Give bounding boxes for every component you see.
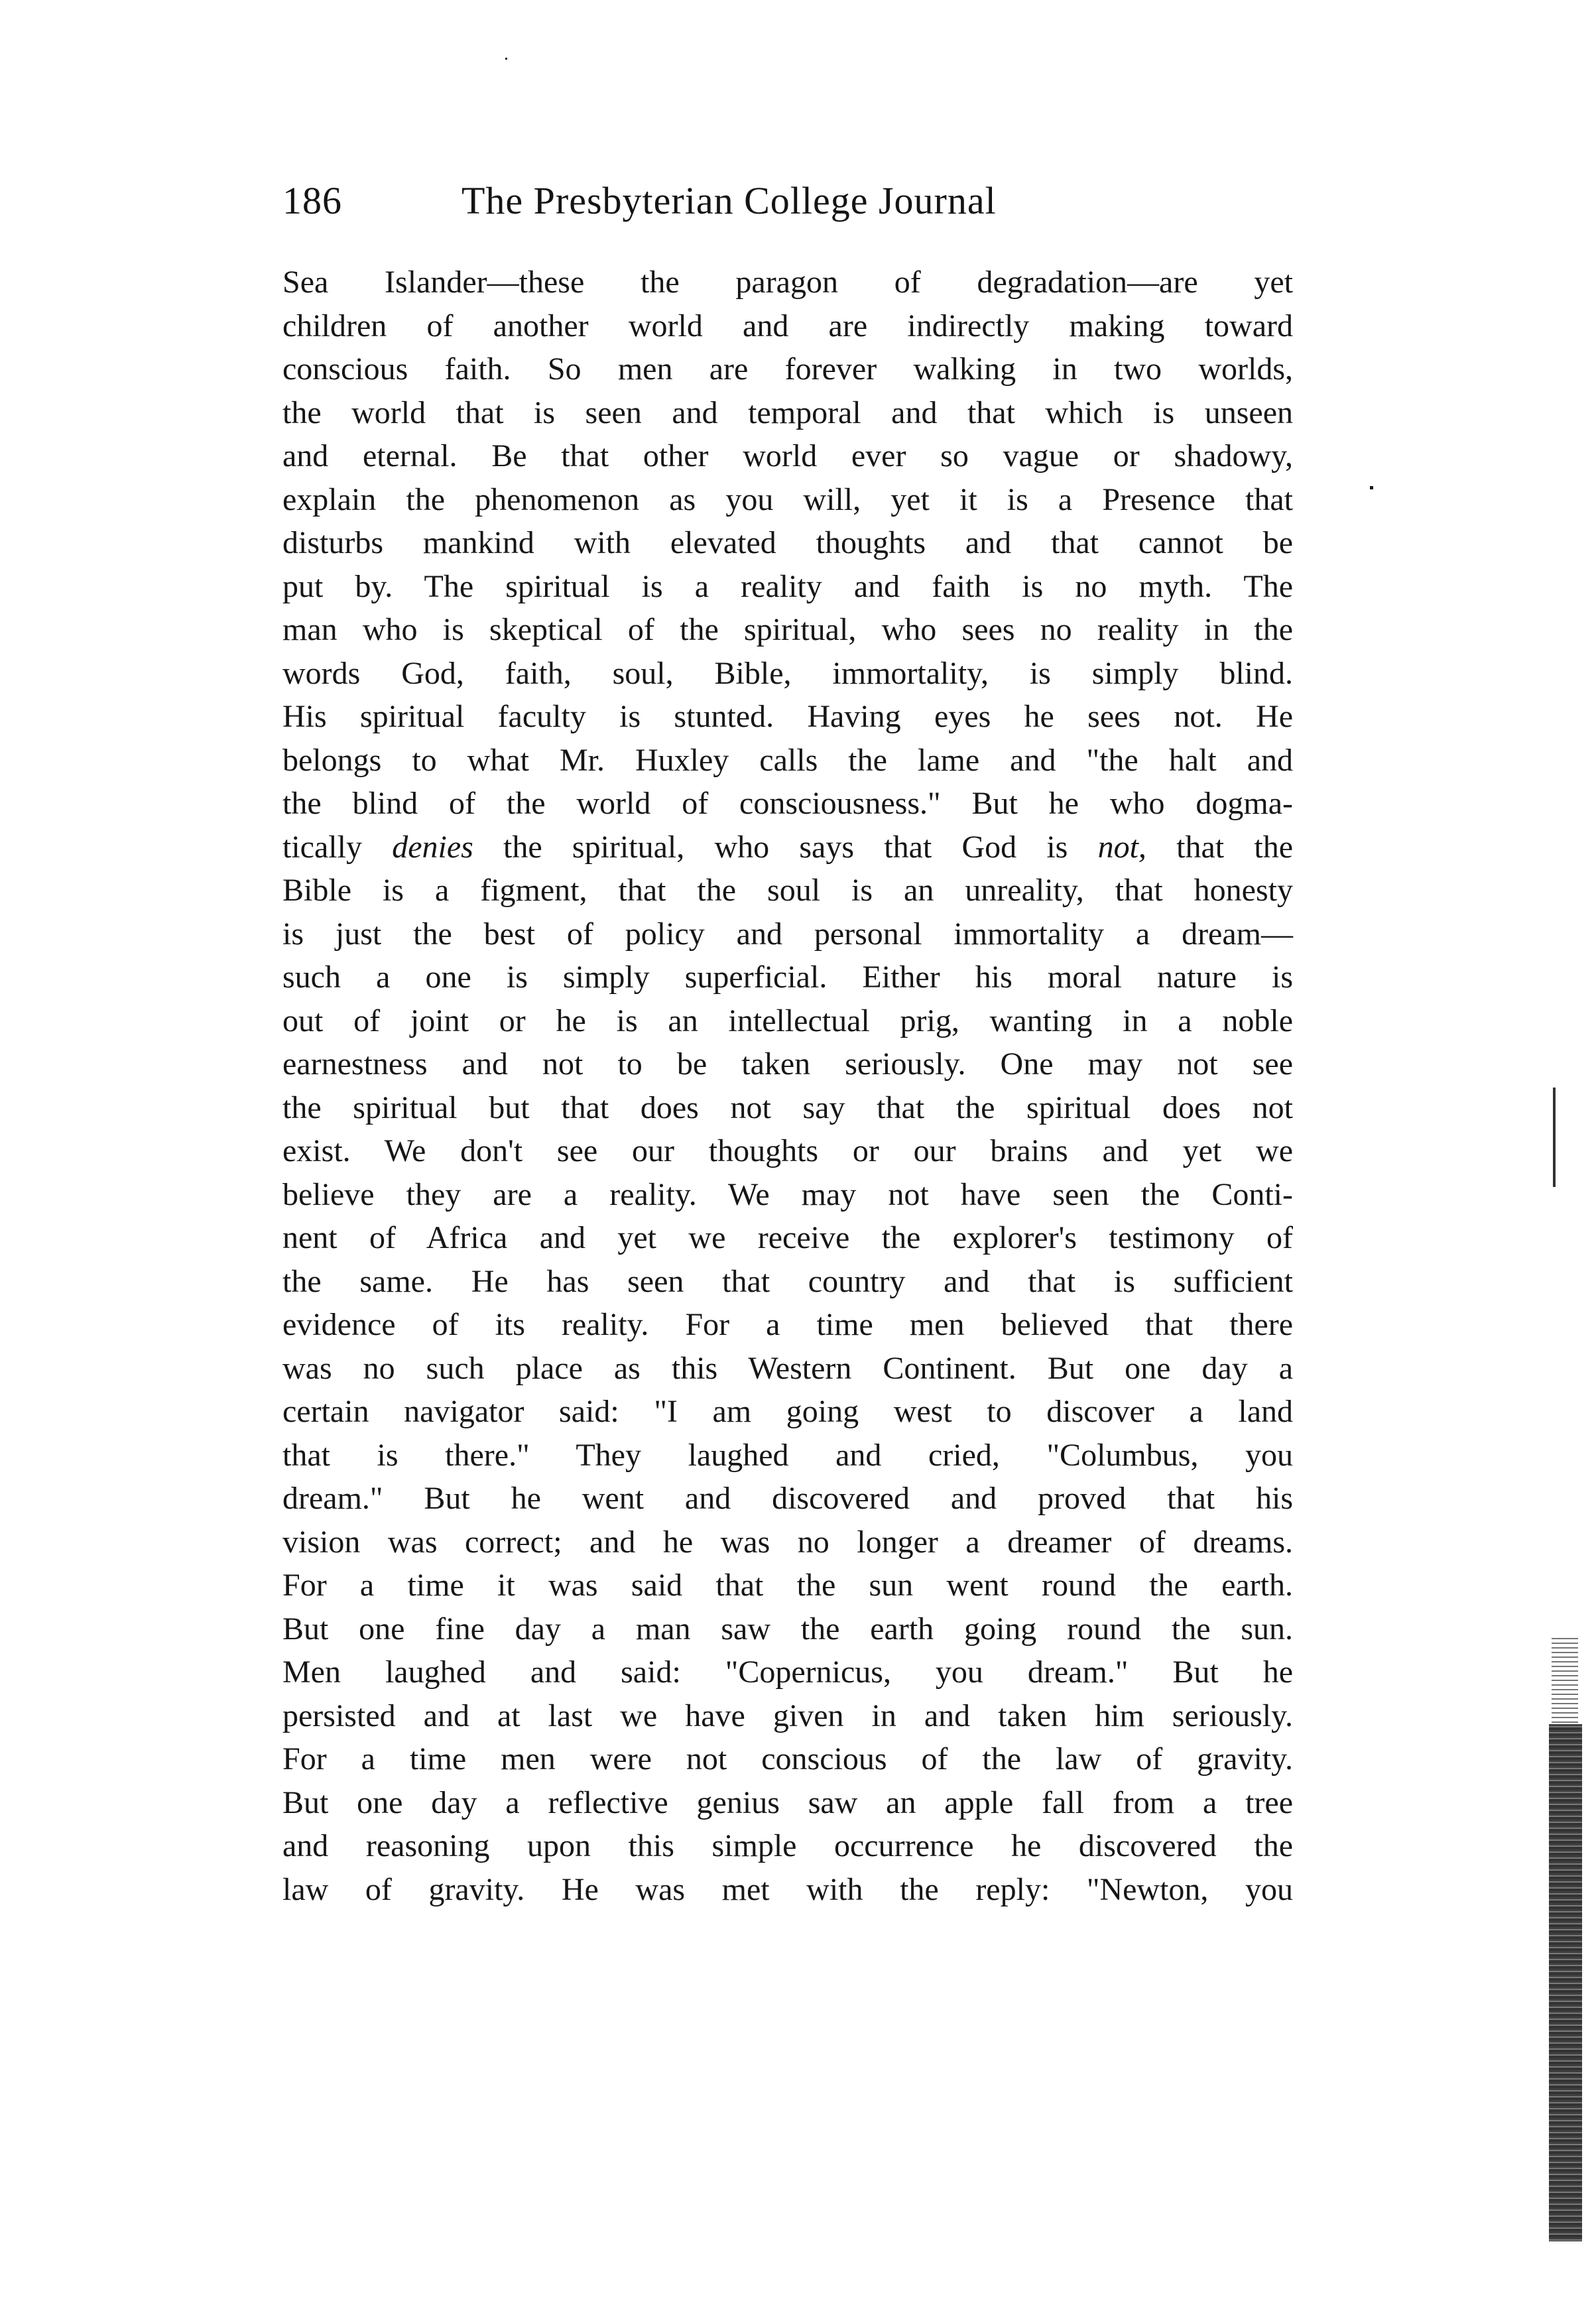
text-line: such a one is simply superficial. Either his moral nature is: [282, 960, 1293, 995]
page-edge-shadow: [1549, 1724, 1582, 2241]
text-line: vision was correct; and he was no longer a dreamer of dreams.: [282, 1524, 1293, 1560]
text-line: the blind of the world of consciousness." But he who dogma-: [282, 786, 1293, 821]
text-line: explain the phenomenon as you will, yet it is a Presence that: [282, 481, 1293, 517]
text-line: out of joint or he is an intellectual prig, wanting in a noble: [282, 1003, 1293, 1038]
page-edge-line: [1553, 1088, 1556, 1187]
emphasized-word: denies: [392, 829, 473, 865]
text-line: law of gravity. He was met with the reply: "Newton, you: [282, 1871, 1293, 1907]
text-line: His spiritual faculty is stunted. Having eyes he sees not. He: [282, 699, 1293, 734]
text-line: was no such place as this Western Continent. But one day a: [282, 1350, 1293, 1386]
text-line: For a time it was said that the sun went round the earth.: [282, 1568, 1293, 1603]
text-line: Bible is a figment, that the soul is an unreality, that honesty: [282, 873, 1293, 908]
page-header: [282, 171, 1290, 231]
text-line: believe they are a reality. We may not have seen the Conti-: [282, 1176, 1293, 1212]
text-line: disturbs mankind with elevated thoughts and that cannot be: [282, 525, 1293, 560]
text-line: man who is skeptical of the spiritual, who sees no reality in the: [282, 612, 1293, 647]
text-line: and reasoning upon this simple occurrence he discovered the: [282, 1828, 1293, 1863]
emphasized-word: not,: [1097, 829, 1146, 865]
text-line: But one fine day a man saw the earth going round the sun.: [282, 1611, 1293, 1647]
text-line: children of another world and are indirectly making toward: [282, 308, 1293, 344]
text-line: conscious faith. So men are forever walking in two worlds,: [282, 351, 1293, 387]
text-line: exist. We don't see our thoughts or our brains and yet we: [282, 1133, 1293, 1168]
text-line: certain navigator said: "I am going west to discover a land: [282, 1394, 1293, 1429]
text-line: Sea Islander—these the paragon of degradation—are yet: [282, 265, 1293, 300]
text-line: dream." But he went and discovered and proved that his: [282, 1481, 1293, 1516]
text-line: nent of Africa and yet we receive the explorer's testimony of: [282, 1220, 1293, 1255]
text-line: belongs to what Mr. Huxley calls the lame and "the halt and: [282, 742, 1293, 778]
text-line: Men laughed and said: "Copernicus, you dream." But he: [282, 1655, 1293, 1690]
text-line: the same. He has seen that country and that is sufficient: [282, 1263, 1293, 1299]
text-line: is just the best of policy and personal immortality a dream—: [282, 916, 1293, 952]
text-line: words God, faith, soul, Bible, immortality, is simply blind.: [282, 655, 1293, 691]
text-line: But one day a reflective genius saw an apple fall from a tree: [282, 1784, 1293, 1820]
text-line: evidence of its reality. For a time men believed that there: [282, 1307, 1293, 1342]
running-title: The Presbyterian College Journal: [461, 179, 997, 222]
text-line: earnestness and not to be taken seriously. One may not see: [282, 1046, 1293, 1082]
text-line: that is there." They laughed and cried, "Columbus, you: [282, 1437, 1293, 1473]
ink-speck: [1370, 486, 1373, 489]
text-line: tically denies the spiritual, who says that God is not, that the: [282, 829, 1294, 865]
page-edge-shadow: [1552, 1638, 1578, 1724]
text-line: and eternal. Be that other world ever so vague or shadowy,: [282, 438, 1293, 473]
text-line: put by. The spiritual is a reality and faith is no myth. The: [282, 568, 1293, 604]
body-text: [282, 261, 1293, 1911]
page-number: 186: [282, 179, 342, 222]
ink-speck: [505, 58, 507, 60]
text-line: persisted and at last we have given in and taken him seriously.: [282, 1698, 1293, 1733]
text-line: the world that is seen and temporal and that which is unseen: [282, 395, 1293, 430]
text-line: For a time men were not conscious of the law of gravity.: [282, 1741, 1293, 1777]
text-line: the spiritual but that does not say that the spiritual does not: [282, 1090, 1293, 1125]
